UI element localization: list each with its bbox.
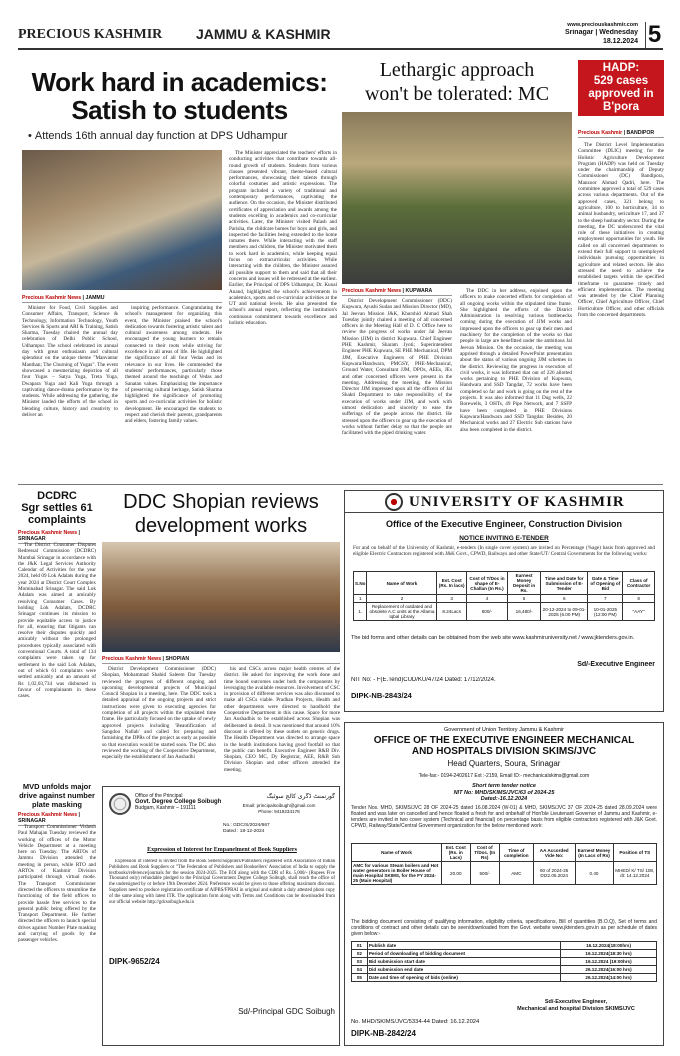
page-number: 5 bbox=[645, 22, 663, 48]
byline-place: KUPWARA bbox=[405, 288, 433, 294]
schedule-cell: 02 bbox=[352, 950, 368, 958]
byline bbox=[342, 288, 452, 298]
masthead-paper-name: PRECIOUS KASHMIR bbox=[18, 27, 163, 42]
ku-td: Replacement of outdated and obsolete A.C units at the Allama Iqbal Library bbox=[367, 603, 437, 621]
story1-col1-text: Minister for Food, Civil Supplies and Consumer Affairs, Transport, Science & Technology, Information Technology, Youth Services & Sports and ARI & Training, Satish Sharma, Tuesday chaired the annual day celebration of Delhi Public School, Udhampur. The school celebrated its annual day with great enthusiasm and cultural splendour on the unique theme "Manvantar Manthan; The Churning of Yugas". The event showcased a mesmerizing depiction of all four Yugas – Satya Yuga, Treta Yuga, Dwapara Yuga and Kali Yuga through a captivating dance-drama performance by the students. While addressing the gathering, the Minister lauded the efforts of the school in blending culture, history and creativity to deliver an bbox=[22, 305, 118, 419]
college-urdu-name: گورنمنٹ ڈگری کالج سوئبگ bbox=[266, 793, 335, 800]
skims-title-line-1: OFFICE OF THE EXECUTIVE ENGINEER MECHANICAL bbox=[373, 735, 635, 746]
story2-col2-text: The DDC in her address, enjoined upon the officers to make concerted efforts for completion of all ongoing works within the stipulated time frame. She highlighted the efforts of the District Administration in resolving various bottlenecks coming during the execution of JJM works and impressed upon the officers to gear up their men and machinery for the completion of the works so that people in large are benefitted under the ambitious Jal Jeevan Mission. On the occasion, the meeting was apprised through a detailed PowerPoint presentation about the status of various ongoing JJM schemes in the district. Reviewing the progress in execution of civil works, it was informed that out of 226 allotted works pertaining to PHE Division of Kupwara, Handwara and SSD Tangdar, 72 works have been completed so far and work is going on the rest of the projects. It was also informed that 11 Dug wells, 22 Borewells, 3 OHTs, 49 Pipe Network, and 7 SSFP have been completed in PHE Divisions Kupwara/Handwara and SSD Tangdar. Besides, 20 Mechanical works and 27 Electric Sub stations have also been completed in the district. bbox=[460, 288, 572, 433]
college-logo-icon bbox=[109, 793, 131, 815]
photo-kupwara-meeting bbox=[342, 112, 572, 284]
story-dcdrc bbox=[18, 490, 96, 780]
schedule-cell: 16.12.2024(18:30 hrs) bbox=[561, 950, 657, 958]
headline-line-2: Sgr settles 61 bbox=[21, 502, 93, 514]
byline-place: SHOPIAN bbox=[165, 656, 190, 662]
schedule-cell: Did submission end date bbox=[367, 966, 560, 974]
eoi-title: Expression of Interest for Empanelment of Book Suppliers bbox=[147, 847, 297, 853]
ku-td: 1 bbox=[354, 595, 367, 603]
headline bbox=[102, 490, 340, 538]
headline-line-3: approved in bbox=[588, 88, 654, 100]
schedule-cell: 26.12.2024(16:00 hrs) bbox=[561, 966, 657, 974]
ku-td: 7 bbox=[588, 595, 623, 603]
masthead-section-name: JAMMU & KASHMIR bbox=[196, 26, 331, 42]
ku-td: 10-01-2025 (12:00 PM) bbox=[588, 603, 623, 621]
masthead-rule bbox=[18, 48, 663, 50]
college-address: Budgam, Kashmir – 191111 bbox=[135, 805, 196, 811]
byline-text: Precious Kashmir News | SRINAGAR bbox=[18, 530, 96, 544]
skims-th: Cost of T/Doc. (In Rs) bbox=[470, 844, 499, 862]
skims-table-header-row bbox=[352, 844, 657, 862]
ku-notice-title: NOTICE INVITING E-TENDER bbox=[459, 535, 549, 542]
schedule-cell: 16.12.2024(18:00hrs) bbox=[561, 942, 657, 950]
ku-th: Time and Date for Submission of E-Tender bbox=[541, 572, 588, 595]
story1-column-1 bbox=[22, 305, 118, 482]
ad-skims bbox=[344, 722, 664, 1046]
ku-th: Name of Work bbox=[367, 572, 437, 595]
schedule-cell: Bid submission start date bbox=[367, 958, 560, 966]
byline-text: Precious Kashmir News | KUPWARA bbox=[342, 288, 452, 296]
skims-govt: Government of Union Territory Jammu & Kashmir bbox=[443, 727, 565, 733]
byline-place: BANDIPOR bbox=[626, 130, 655, 136]
byline-name: Precious Kashmir News bbox=[22, 295, 82, 301]
ku-nit: NIT No: - F(E.Tend)CUD/KU/47/24 Dated: 17/12/2024. bbox=[351, 677, 496, 683]
byline bbox=[102, 656, 340, 666]
skims-td: AMC bbox=[499, 862, 533, 885]
ku-th: Earnest Money Deposit in Rs. bbox=[508, 572, 541, 595]
ku-th: S.No bbox=[354, 572, 367, 595]
skims-hq: Head Quarters, Soura, Srinagar bbox=[447, 759, 561, 768]
byline-text: Precious Kashmir News | JAMMU bbox=[22, 295, 222, 303]
ku-td: 16,480/- bbox=[508, 603, 541, 621]
ku-table-number-row bbox=[354, 595, 655, 603]
skims-td: 500/- bbox=[470, 862, 499, 885]
skims-tender-table bbox=[351, 843, 657, 885]
photo-shopian-meeting bbox=[102, 542, 340, 652]
skims-td: MHED/ K/ TS/ 108, dt: 14.12.2024 bbox=[613, 862, 656, 885]
skims-no: No. MHD/SKIMS/JVC/5334-44 Dated: 16.12.2024 bbox=[351, 1019, 480, 1025]
headline-line-3: complaints bbox=[27, 514, 87, 526]
schedule-cell: Publish date bbox=[367, 942, 560, 950]
skims-contact: Tele-fax:- 0194-2402617 Ext :-2159, Email ID:- mechanicalskims@gmail.com bbox=[418, 773, 590, 779]
subhead bbox=[28, 130, 333, 142]
ku-tender-table bbox=[353, 571, 655, 621]
college-ref bbox=[223, 823, 335, 835]
headline-line-2: 529 cases bbox=[593, 75, 649, 87]
ku-table bbox=[353, 571, 655, 621]
ku-office: Office of the Executive Engineer, Construction Division bbox=[385, 519, 623, 529]
signatory: Sd/-Principal GDC Soibugh bbox=[238, 1007, 335, 1016]
ku-logo-icon bbox=[385, 493, 403, 511]
college-contact bbox=[223, 803, 335, 815]
skims-sign-line-2: Mechanical and hospital Division SKIMS/JVC bbox=[517, 1006, 635, 1012]
college-ref-date: Dated : 18-12-2024 bbox=[223, 829, 265, 834]
college-header bbox=[135, 793, 235, 811]
skims-body bbox=[351, 805, 657, 841]
headline bbox=[18, 782, 96, 809]
story-mvd bbox=[18, 782, 96, 1044]
headline-line-1: DDC Shopian reviews bbox=[123, 491, 319, 513]
skims-td: 60 of 2024-25 Dt22.05.2024 bbox=[533, 862, 575, 885]
story3-body bbox=[578, 142, 664, 482]
byline-text: Precious Kashmir News | SRINAGAR bbox=[18, 812, 96, 826]
story2-column-2 bbox=[460, 288, 572, 482]
headline-line-3: plate masking bbox=[31, 800, 83, 809]
dipk-number: DIPK-9652/24 bbox=[109, 957, 160, 966]
photo-dps-function bbox=[22, 150, 222, 290]
schedule-cell: Date and time of opening of bids (online) bbox=[367, 974, 560, 982]
schedule-row bbox=[352, 966, 657, 974]
skims-body-text: Tender Nos. MHD, SKIMS/JVC 28 OF 2024-25 dated 16.08.2024 (W-01) & MHD, SKIMS/JVC 37 OF 2024-25 dated 28.09.2024 were floated and was later on cancelled and hence floated a fresh for and onbehalf of Hon'ble Lieutenant Governor of Jammu and Kashmir, e-tenders are invited in two cover system (Technical and financial) on percentage basis from eligible contractors registered with J&K Govt. CPWD, Railway/State/Central Government organization for the below mentioned work: bbox=[351, 805, 657, 829]
headline-line-2: won't be tolerated: MC bbox=[364, 83, 550, 105]
story1-col3-text: The Minister appreciated the teachers' efforts in conducting activities that contribute towards all-round growth of students. Students from various classes presented vibrant, theme-based cultural performances, showcasing their talents through colorful costumes and artistic expressions. The program included a variety of traditional and contemporary performances, captivating the audience. On the occasion, the Minister distributed certificates of appreciation and awards among the students excelling in academics and co-curricular activities. Later, the Minister visited Palash and Parisha, the childcare homes for boys and girls, and inspected the facilities being extended to the home inmates there. While interacting with the staff members and children, the Minister motivated them to work hard in academics, while keeping equal focus on extracurricular activities. While interacting with the children, the Minister assured all possible support to them and said that all their concerns and issues will be redressed at the earliest. Earlier, the Principal of DPS Udhampur, Dr. Kunal Anand, highlighted the school's achievements in academics, sports and co-curricular activities at the UT and national levels. He also presented the school's annual report, reflecting the institution's continuous commitment towards excellence and holistic education. bbox=[229, 150, 337, 327]
college-name: Govt. Degree College Soibugh bbox=[135, 799, 222, 805]
ad-gdc-soibugh bbox=[102, 786, 340, 1046]
ku-header-bar bbox=[345, 491, 663, 513]
byline-name: Precious Kashmir News bbox=[102, 656, 162, 662]
skims-td: AMC for various Steam boilers and Hot water generators in Boiler House of main Hospital SKIMS, for the FY 2024-25 (Main Hospital) bbox=[352, 862, 442, 885]
ku-intro bbox=[353, 545, 655, 567]
masthead bbox=[18, 22, 663, 50]
story-satish bbox=[22, 62, 337, 482]
skims-th: Est. Cost (Rs. in Lacs) bbox=[442, 844, 471, 862]
story2-col1-text: District Development Commissioner (DDC) Kupwara, Ayushi Sudan and Mission Director (MD), Jal Jeevan Mission J&K, Khurshid Ahmad Shah Tuesday jointly chaired a meeting of all concerned officers in the Meeting Hall of D. C Office here to review the progress of works under Jal Jeevan Mission (JJM) in district Kupwara. Chief Engineer PHE Kashmir, Sharam Jyoti; Superintendent Engineer PHE Kupwara, SE PHE Mechanical, DPM JJM, Executive Engineers of PHE Division Kupwara/Handwara, PMGSY, PHE-Mechanical, Ground Water, Consultant JJM, DPOs, AEEs, JEs and other concerned officers were present in the meeting. Addressing the meeting, the Mission Director JJM impressed upon all the officers of Jal Shakti Department to take responsibility of the execution of works under JJM, and work with utmost dedication and sincerity to ease the sufferings of the people across the district. He stressed upon the officers to gear up the execution of works without further delay so that the people are facilitated with the piped drinking water. bbox=[342, 298, 452, 437]
skims-sign-line-1: Sd/-Executive Engineer, bbox=[544, 999, 608, 1005]
story6-column-2 bbox=[224, 666, 340, 780]
schedule-row bbox=[352, 942, 657, 950]
section-divider bbox=[18, 484, 663, 485]
schedule-cell: 05 bbox=[352, 974, 368, 982]
schedule-row bbox=[352, 974, 657, 982]
table-row bbox=[352, 862, 657, 885]
ku-intro-text: For and on behalf of the University of Kashmir, e-tenders (In single cover system) are invited on Percentage (%age) basis from approved and eligible Electric Contractors registered with J&K Govt., CPWD, Railways and other State/UT/ Central Governments for the following works: bbox=[353, 545, 655, 558]
skims-note bbox=[351, 919, 657, 939]
ku-title: UNIVERSITY OF KASHMIR bbox=[409, 494, 625, 510]
ad-university-kashmir bbox=[344, 490, 664, 712]
story4-body-text: The District Consumer Disputes Redressal Commission (DCDRC) Mumbai Srinagar in accordance with the J&K Legal Services Authority Calendar of Activities for the year 2024, held 09 Lok Adalats during the year 2024 at District Court Complex Mominabad Srinagar. The said Lok Adalats was aimed at amicably resolving Consumer Cases. By holding Lok Adalats, DCDRC Srinagar continues its mission to provide equitable access to justice for all, ensuring that litigants can resolve their disputes quickly and amicably without the prolonged procedures typically associated with conventional Courts. A total of 134 complaints were taken up for settlement in the said Lok Adalats, out of which 61 complaints were settled amicably and an amount of Rs 1,02,03,734 was disbursed in favour of complainants in these cases. bbox=[18, 542, 96, 700]
story5-body bbox=[18, 824, 96, 1044]
ku-td: 4 bbox=[466, 595, 507, 603]
table-row bbox=[354, 603, 655, 621]
ku-td: 3 bbox=[437, 595, 466, 603]
headline bbox=[342, 58, 572, 106]
college-email: Email: principalsoibugh@gmail.com bbox=[242, 803, 316, 808]
ku-table-header-row bbox=[354, 572, 655, 595]
ku-th: Cost of T/Doc in shape of E-Challan (In Rs.) bbox=[466, 572, 507, 595]
story-lethargic bbox=[342, 58, 572, 482]
story1-col2-text: inspiring performance. Congratulating the school's management for organizing this event, the Minister praised the school's dedication towards fostering artistic talent and cultural awareness among students. He encouraged the young learners to remain connected to their roots while striving for excellence in all areas of life. He highlighted the significance of all four Vedas and its relevance in our lives. He commended the students' performances, particularly those themed around the teachings of Vedas and Sanatan values. Emphasizing the importance of preserving cultural heritage, Satish Sharma highlighted the significance of promoting sports and co-curricular activities for holistic development. He encouraged the students to respect and cherish their parents, grandparents and elders, fostering family values. bbox=[125, 305, 222, 425]
story1-column-3 bbox=[229, 150, 337, 482]
schedule-cell: 04 bbox=[352, 966, 368, 974]
headline bbox=[22, 68, 337, 124]
schedule-cell: 26.12.2024(14:00 hrs) bbox=[561, 974, 657, 982]
byline-name: Precious Kashmir News bbox=[342, 288, 402, 294]
ku-td: 8 bbox=[623, 595, 655, 603]
byline-text: Precious Kashmir News | SHOPIAN bbox=[102, 656, 340, 664]
masthead-date: 18.12.2024 bbox=[602, 38, 638, 45]
masthead-website: www.preciouskashmir.com bbox=[567, 22, 638, 28]
story-shopian bbox=[102, 490, 340, 780]
headline-line-1: DCDRC bbox=[37, 490, 77, 502]
bullet-icon: • bbox=[28, 130, 35, 142]
story1-column-2 bbox=[125, 305, 222, 482]
skims-title-line-2: AND HOSPITALS DIVISION SKIMS/JVC bbox=[411, 746, 597, 757]
skims-dated: Dated:-16.12.2024 bbox=[480, 796, 528, 802]
byline-name: Precious Kashmir bbox=[578, 130, 623, 136]
ku-td: 1. bbox=[354, 603, 367, 621]
headline-line-2: drive against number bbox=[19, 791, 95, 800]
ku-th: Class of Contractor bbox=[623, 572, 655, 595]
story6-column-1 bbox=[102, 666, 216, 780]
headline-line-1: Work hard in academics: bbox=[31, 68, 328, 97]
headline-line-2: development works bbox=[134, 515, 308, 537]
skims-signatory bbox=[495, 999, 657, 1013]
college-ref-no: No.: GDC/S/2024/667 bbox=[223, 823, 270, 828]
story2-column-1 bbox=[342, 298, 452, 482]
ku-td: 600/- bbox=[466, 603, 507, 621]
skims-dipk: DIPK-NB-2842/24 bbox=[351, 1029, 416, 1038]
headline bbox=[18, 490, 96, 526]
skims-th: Name of Work bbox=[352, 844, 442, 862]
eoi-body-text: Expression of interest is invited from the Book Sellers/Suppliers/Publishers registered with Association of Indian Publishers and Book Suppliers or "The Federation of Publishers and Booksellers' Association of India to supply the textbooks/reference/journals for the session 2024-2025. The EOI along with the CDR of Rs. 5,000/- (Rupees Five Thousand only) refundable pledged to the Principal Government Degree College Soibugh, shall reach the office of the undersigned by or before 19th December 2024. Preference would be given to those offering maximum discount. Suppliers need to produce registration certificate of AIPBS/FPBAI in original and submit a duly attested photo copy of the same along with latest ITR. The application form along with Terms and Conditions can be downloaded from our official website http://gdcsoibugh.edu.in bbox=[109, 859, 335, 905]
byline-place: SRINAGAR bbox=[18, 818, 46, 824]
ku-td: 8.24Lacs bbox=[437, 603, 466, 621]
ku-th: Date & Time of Opening of Bid bbox=[588, 572, 623, 595]
headline-line-4: B'pora bbox=[603, 101, 639, 113]
schedule-cell: 03 bbox=[352, 958, 368, 966]
story6-col2-text: his and CSCs across major health centres of the district. He asked for improving the work done and time bound outcomes under both the components by leveraging the available resources. Involvement of CSC in provision of different services was also discussed to make all CSCs viable. Pradhan Projects, Health and other departments were directed to handhold the Cooperative Department in this cause. Space for more Jan Aushadhis to be established across Shopian was deliberated in detail. It was mentioned that around 10% discount is offered by these outlets on generic drugs. The Health Department was directed to arrange space in the health institutions having good footfall so that the public can benefit. Executive Engineer R&B Div. Shopian, CEO MC, Dy Registrar, AEE, R&B Sub Division Shopian and other officers attended the meeting. bbox=[224, 666, 340, 773]
ku-th: Est. Cost (Rs. In lacs) bbox=[437, 572, 466, 595]
ku-dipk: DIPK-NB-2843/24 bbox=[351, 691, 412, 700]
skims-short-notice bbox=[345, 783, 663, 803]
college-office: Office of the Principal bbox=[135, 793, 183, 799]
skims-th: Position of TS bbox=[613, 844, 656, 862]
skims-nit: NIT No: MHD/SKIMS/JVC/63 of 2024-25 bbox=[453, 789, 555, 796]
ku-td: 20-12-2024 to 09-01-2025 (6.00 PM) bbox=[541, 603, 588, 621]
skims-schedule bbox=[351, 941, 657, 982]
byline-place: SRINAGAR bbox=[18, 536, 46, 542]
skims-note-text: The bidding document consisting of qualifying information, eligibility criteria, specifications, Bill of quantities (B.O.Q), Set of terms and conditions of contract and other details can be seen/downloaded from the Govt. website www.jktenders.gov.in as per schedule of dates given below:- bbox=[351, 919, 657, 937]
ku-td: 5 bbox=[508, 595, 541, 603]
ku-td: "AAY" bbox=[623, 603, 655, 621]
story5-body-text: Transport Commissioner Vishesh Paul Mahajan Tuesday reviewed the working of offices of the Motor Vehicle Department at a meeting here on Tuesday. The ARTOs of Jammu Division attended the meeting in person, while RTO and ARTOs of Kashmir Division participated through virtual mode. The Transport Commissioner directed the officers to streamline the functioning of the field offices to provide hassle free services to the general public being offered by the Transport Department. He further directed the officers to launch special drives against Number Plate masking and carrying of goods by the passenger vehicles. bbox=[18, 824, 96, 944]
headline-line-2: Satish to students bbox=[71, 95, 288, 124]
ku-td: 6 bbox=[541, 595, 588, 603]
skims-title bbox=[345, 735, 663, 757]
schedule-row bbox=[352, 950, 657, 958]
skims-th: Time of completion bbox=[499, 844, 533, 862]
eoi-body bbox=[109, 859, 335, 951]
skims-th: Earnest Money (In Lacs of Rs) bbox=[575, 844, 613, 862]
headline-line-1: HADP: bbox=[602, 62, 640, 74]
skims-short-title: Short term tender notice bbox=[472, 783, 536, 789]
schedule-cell: Period of downloading of bidding document bbox=[367, 950, 560, 958]
subhead-text: Attends 16th annual day function at DPS Udhampur bbox=[34, 130, 288, 142]
masthead-dateline: Srinagar | Wednesday bbox=[564, 29, 638, 36]
college-phone: Phone: 9419234178 bbox=[258, 809, 300, 814]
byline-text: Precious Kashmir | BANDIPOR bbox=[578, 130, 664, 138]
byline-name: Precious Kashmir News bbox=[18, 530, 78, 536]
byline-place: JAMMU bbox=[85, 295, 105, 301]
story-hadp bbox=[578, 58, 664, 482]
headline bbox=[578, 60, 664, 116]
headline-line-1: MVD unfolds major bbox=[22, 782, 92, 791]
schedule-row bbox=[352, 958, 657, 966]
byline bbox=[578, 130, 664, 140]
story6-col1-text: District Development Commissioner (DDC) Shopian, Mohammad Shahid Saleem Dar Tuesday reviewed the progress of different ongoing and upcoming developmental projects of Municipal Council Shopian in a meeting, here. The DDC took a detailed appraisal of the ongoing projects and strict instructions were given to executing agencies for completion of all projects within the stipulated time frame. He particularly focused on the uptake of newly approved projects including 'Beautification of Sangdoo Nallah' and called for preparing and furnishing the DPRs of the project as early as possible so that execution would be started soon. The DC also reviewed the working of the Cooperative Department, especially the establishment of Jan Aushadhi bbox=[102, 666, 216, 761]
byline bbox=[22, 295, 222, 305]
schedule-cell: 01 bbox=[352, 942, 368, 950]
skims-table bbox=[351, 843, 657, 885]
story4-body bbox=[18, 542, 96, 780]
skims-td: 0.40 bbox=[575, 862, 613, 885]
story3-body-text: The District Level Implementation Committee (DLIC) meeting for the Holistic Agriculture Development Program (HADP) was held on Tuesday under the chairmanship of Deputy Commissioner (DC) Bandipora, Manzoor Ahmad Qadri, here. The committee approved a total of 529 cases across various departments. Out of the approved cases, 321 belong to agriculture, 100 to horticulture, 34 to animal husbandry, sericulture 17, and 37 to the sheep husbandry sector. During the meeting, the DC underscored the vital role of these initiatives in creating employment opportunities for youth. He called on all concerned departments to extend their full support to unemployed individuals pursuing opportunities in agriculture and related sectors. He also stressed the need to achieve the established targets within the specified timeframe to guarantee timely and efficient implementation. The meeting was attended by the Chief Planning Officer, Chief Agriculture Officer, Chief Horticulture Officer, and other officials from the concerned departments. bbox=[578, 142, 664, 319]
byline-name: Precious Kashmir News bbox=[18, 812, 78, 818]
headline-line-1: Lethargic approach bbox=[379, 59, 535, 81]
skims-schedule-table bbox=[351, 941, 657, 982]
ku-td: 2 bbox=[367, 595, 437, 603]
schedule-cell: 16.12.2024 (19:00hrs) bbox=[561, 958, 657, 966]
ku-signatory: Sd/-Executive Engineer bbox=[577, 661, 655, 668]
skims-td: 20.00 bbox=[442, 862, 471, 885]
ku-footer: The bid forms and other details can be obtained from the web site www.kashmiruniversity.net / www.jktenders.gov.in. bbox=[351, 635, 635, 641]
skims-th: AA Accorded Vide No: bbox=[533, 844, 575, 862]
